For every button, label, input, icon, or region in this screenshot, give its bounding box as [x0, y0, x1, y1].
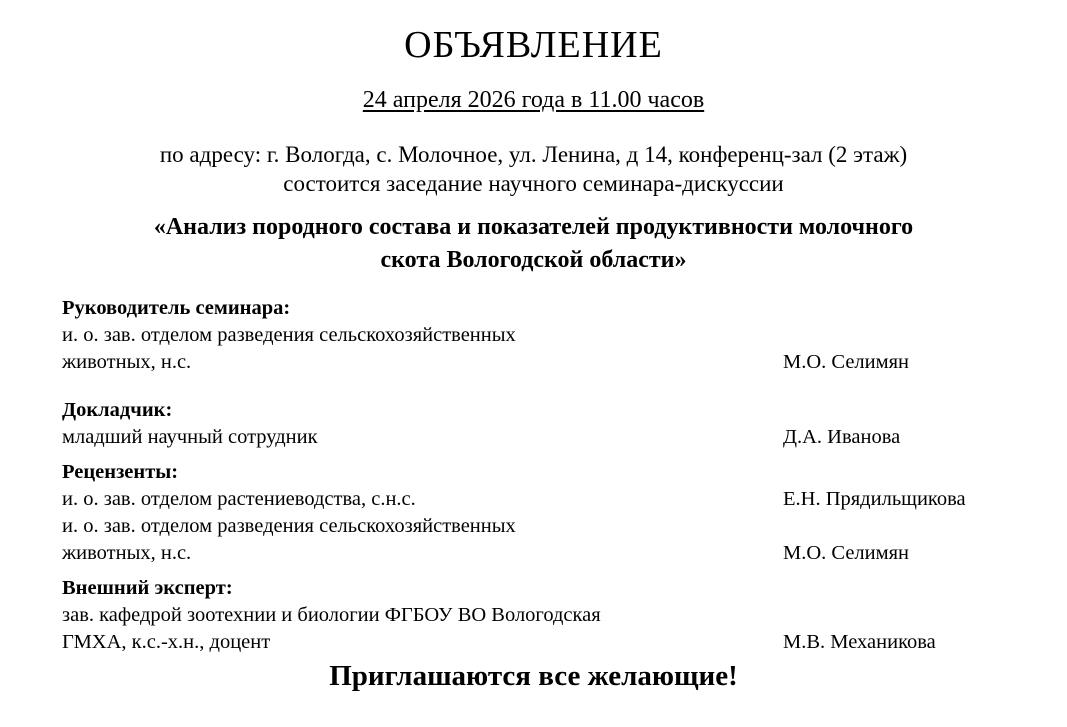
section-external-expert: [62, 575, 1005, 656]
role-line: младший научный сотрудник: [62, 426, 318, 448]
section-label: Руководитель семинара:: [62, 297, 291, 319]
event-description-line: состоится заседание научного семинара-дискуссии: [283, 171, 784, 196]
role-line: ГМХА, к.с.-х.н., доцент: [62, 631, 271, 653]
participant-role: [62, 513, 783, 567]
section-label: Докладчик:: [62, 399, 173, 421]
section-speaker: [62, 397, 1005, 451]
section-label: Рецензенты:: [62, 461, 179, 483]
participant-name: М.В. Механикова: [783, 631, 936, 653]
participant-role: [62, 424, 783, 451]
participant-name: Е.Н. Прядильщикова: [783, 488, 966, 510]
event-address-line: по адресу: г. Вологда, с. Молочное, ул. Ленина, д 14, конференц-зал (2 этаж): [159, 142, 908, 167]
participant-entry: [62, 486, 1005, 513]
participant-name: Д.А. Иванова: [783, 426, 901, 448]
event-intro: [62, 140, 1005, 198]
participant-entry: [62, 424, 1005, 451]
invitation-footer: Приглашаются все желающие!: [329, 660, 738, 692]
participant-entry: [62, 602, 1005, 656]
participant-entry: [62, 513, 1005, 567]
seminar-topic-line: «Анализ породного состава и показателей продуктивности молочного: [153, 214, 914, 240]
event-datetime: 24 апреля 2026 года в 11.00 часов: [362, 87, 705, 113]
seminar-topic: [62, 211, 1005, 277]
seminar-topic-line: скота Вологодской области»: [380, 247, 687, 273]
role-line: и. о. зав. отделом разведения сельскохозяйственных: [62, 515, 516, 537]
role-line: и. о. зав. отделом растениеводства, с.н.с.: [62, 488, 416, 510]
participant-name: М.О. Селимян: [783, 542, 910, 564]
role-line: животных, н.с.: [62, 351, 192, 373]
participants-list: [62, 295, 1005, 656]
participant-role: [62, 322, 783, 376]
section-label: Внешний эксперт:: [62, 577, 233, 599]
document-title: ОБЪЯВЛЕНИЕ: [404, 24, 663, 66]
role-line: и. о. зав. отделом разведения сельскохозяйственных: [62, 324, 516, 346]
role-line: животных, н.с.: [62, 542, 192, 564]
section-reviewers: [62, 459, 1005, 567]
participant-role: [62, 602, 783, 656]
role-line: зав. кафедрой зоотехнии и биологии ФГБОУ ВО Вологодская: [62, 604, 601, 626]
participant-entry: [62, 322, 1005, 376]
participant-name: М.О. Селимян: [783, 351, 910, 373]
participant-role: [62, 486, 783, 513]
section-seminar-head: [62, 295, 1005, 376]
